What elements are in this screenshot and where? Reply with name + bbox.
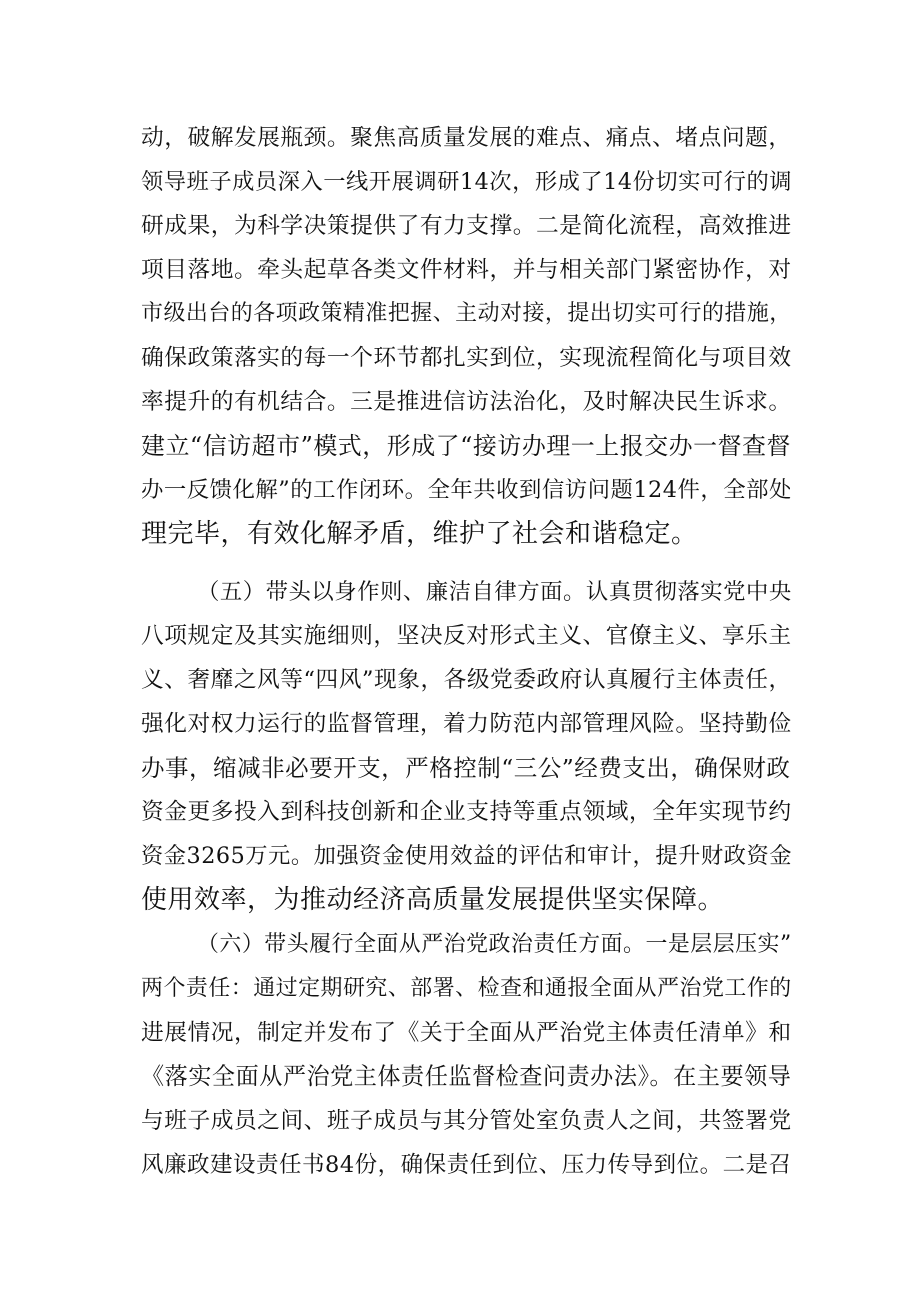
text-line-12: 八项规定及其实施细则，坚决反对形式主义、官僚主义、享乐主 (141, 623, 792, 649)
section-5-heading-line: （五）带头以身作则、廉洁自律方面。认真贯彻落实党中央 (197, 579, 792, 605)
text-line-15: 办事，缩减非必要开支，严格控制“三公”经费支出，确保财政 (141, 754, 791, 782)
text-line-5: 市级出台的各项政策精准把握、主动对接，提出切实可行的措施， (141, 301, 792, 326)
text-line-18: 使用效率，为推动经济高质量发展提供坚实保障。 (141, 885, 725, 915)
text-line-20: 两个责任：通过定期研究、部署、检查和通报全面从严治党工作的 (141, 976, 792, 1001)
text-line-8: 建立“信访超市”模式，形成了“接访办理一上报交办一督查督 (141, 432, 791, 460)
text-line-16: 资金更多投入到科技创新和企业支持等重点领域，全年实现节约 (141, 799, 792, 825)
text-line-22: 《落实全面从严治党主体责任监督检查问责办法》。在主要领导 (141, 1064, 792, 1090)
text-line-14: 强化对权力运行的监督管理，着力防范内部管理风险。坚持勤俭 (141, 711, 792, 737)
text-line-2: 领导班子成员深入一线开展调研14次，形成了14份切实可行的调 (141, 169, 793, 195)
text-line-13: 义、奢靡之风等“四风”现象，各级党委政府认真履行主体责任， (141, 667, 792, 693)
text-line-23: 与班子成员之间、班子成员与其分管处室负责人之间，共签署党 (141, 1108, 792, 1134)
text-line-7: 率提升的有机结合。三是推进信访法治化，及时解决民生诉求。 (141, 389, 792, 415)
text-line-17: 资金3265万元。加强资金使用效益的评估和审计，提升财政资金 (141, 843, 793, 869)
text-line-4: 项目落地。牵头起草各类文件材料，并与相关部门紧密协作，对 (141, 257, 792, 283)
text-line-1: 动，破解发展瓶颈。聚焦高质量发展的难点、痛点、堵点问题， (141, 125, 792, 151)
section-6-heading-line: （六）带头履行全面从严治党政治责任方面。一是层层压实” (197, 932, 792, 957)
text-line-9: 办一反馈化解”的工作闭环。全年共收到信访问题124件，全部处 (141, 477, 792, 503)
text-line-10: 理完毕，有效化解矛盾，维护了社会和谐稳定。 (141, 519, 698, 549)
text-line-3: 研成果，为科学决策提供了有力支撑。二是简化流程，高效推进 (141, 213, 792, 239)
text-line-24: 风廉政建设责任书84份，确保责任到位、压力传导到位。二是召 (141, 1152, 792, 1178)
text-line-6: 确保政策落实的每一个环节都扎实到位，实现流程简化与项目效 (141, 345, 792, 371)
text-line-21: 进展情况，制定并发布了《关于全面从严治党主体责任清单》和 (141, 1020, 792, 1046)
